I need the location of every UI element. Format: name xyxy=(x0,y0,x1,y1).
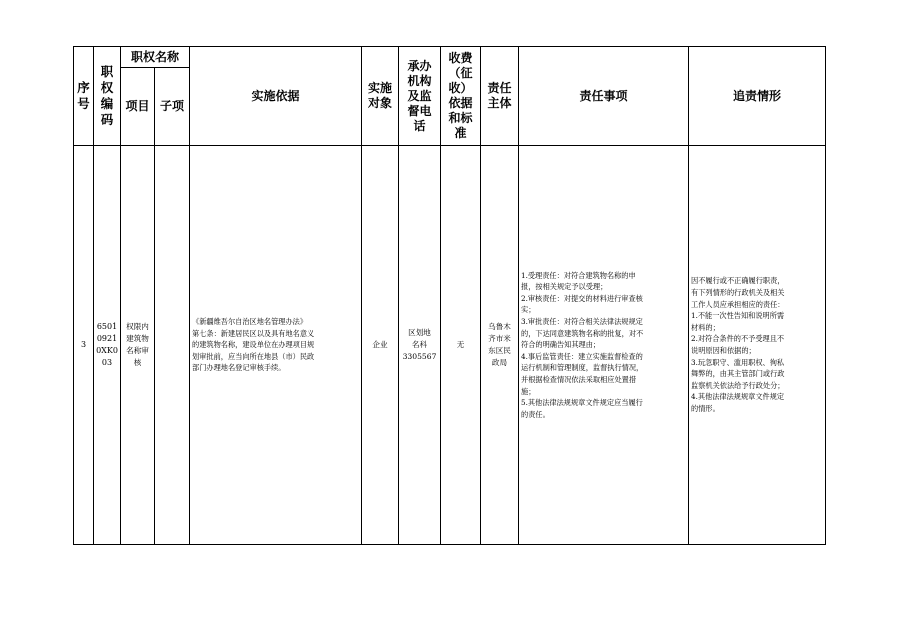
header-target: 实施 对象 xyxy=(362,47,399,146)
row-target: 企业 xyxy=(362,146,399,545)
header-subject: 责任 主体 xyxy=(481,47,519,146)
header-subitem: 子项 xyxy=(155,68,190,146)
row-seq: 3 xyxy=(74,146,94,545)
row-item: 权限内 建筑物 名称审 核 xyxy=(121,146,155,545)
header-basis: 实施依据 xyxy=(190,47,362,146)
header-seq: 序 号 xyxy=(74,47,94,146)
header-accountability: 追责情形 xyxy=(689,47,826,146)
header-item: 项目 xyxy=(121,68,155,146)
header-authority-name: 职权名称 xyxy=(121,47,190,68)
row-code: 6501 0921 0XK0 03 xyxy=(94,146,121,545)
row-subitem xyxy=(155,146,190,545)
row-fee: 无 xyxy=(441,146,481,545)
row-accountability: 因不履行或不正确履行职责， 有下列情形的行政机关及相关 工作人员应承担相应的责任： 1.不能一次性告知和说明所需 材料的； 2.对符合条件的不予受理且不 说明原因和依据的； 3.玩忽职守、滥用职权、徇私 舞弊的，由其主管部门或行政 监察机关依法给予行政处分； 4.其他法律法规规章文件规定 的情形。 xyxy=(689,146,826,545)
row-agency: 区划地 名科 3305567 xyxy=(399,146,441,545)
header-code: 职 权 编 码 xyxy=(94,47,121,146)
authority-list-table xyxy=(73,46,826,545)
row-basis: 《新疆维吾尔自治区地名管理办法》 第七条：新建居民区以及具有地名意义 的建筑物名称，建设单位在办理项目规 划审批前，应当向所在地县（市）民政 部门办理地名登记审核手续。 xyxy=(190,146,362,545)
row-subject: 乌鲁木 齐市米 东区民 政局 xyxy=(481,146,519,545)
table-row xyxy=(74,146,826,545)
header-agency: 承办 机构 及监 督电 话 xyxy=(399,47,441,146)
header-fee: 收费 （征 收） 依据 和标 准 xyxy=(441,47,481,146)
row-duties: 1.受理责任：对符合建筑物名称的申 报，按相关规定予以受理； 2.审核责任：对提交的材料进行审查核 实； 3.审批责任：对符合相关法律法规规定 的，下达同意建筑物名称的批复，对不 符合的明确告知其理由； 4.事后监管责任：建立实施监督检查的 运行机制和管理制度，监督执行情况， 并根据检查情况依法采取相应处置措 施； 5.其他法律法规规章文件规定应当履行 的责任。 xyxy=(519,146,689,545)
header-duties: 责任事项 xyxy=(519,47,689,146)
